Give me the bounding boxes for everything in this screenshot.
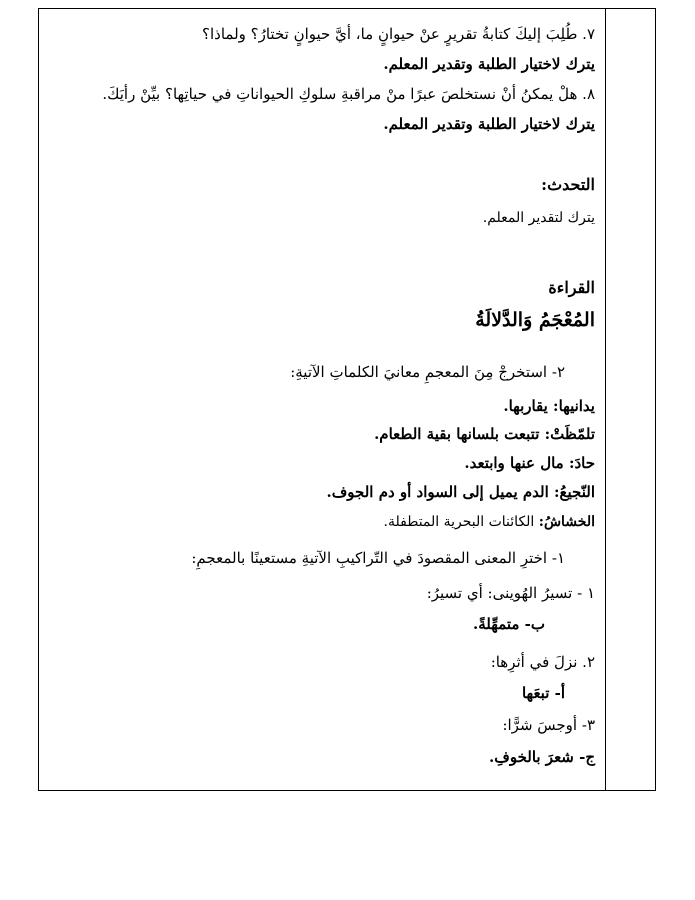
item-1-answer: ب- متمهِّلةً. <box>473 615 545 633</box>
speaking-note: يترك لتقدير المعلم. <box>482 210 595 226</box>
definition-row <box>45 452 595 474</box>
item-3-question: ٣- أوجسَ شرًّا: <box>502 716 595 734</box>
question-7: ٧. طُلِبَ إليكَ كتابةُ تقريرٍ عنْ حيوانٍ ما، أيَّ حيوانٍ تختارُ؟ ولماذا؟ <box>202 25 595 43</box>
item-2-answer: أ- تبعَها <box>521 684 565 702</box>
reading-heading: القراءة <box>548 278 595 297</box>
definition-meaning: يقاربها. <box>503 397 554 415</box>
item-3-answer: ج- شعرَ بالخوفِ. <box>489 748 595 766</box>
definition-row <box>45 423 595 445</box>
definition-term: الخشاشُ: <box>538 514 595 530</box>
exercise-1-prompt: ١- اخترِ المعنى المقصودَ في التّراكيبِ الآتيةِ مستعينًا بالمعجمِ: <box>191 549 565 567</box>
definition-row <box>45 481 595 503</box>
definition-term: يدانيها: <box>553 397 595 415</box>
lexicon-heading: المُعْجَمُ وَالدَّلالَةُ <box>475 309 595 331</box>
definition-term: حادَ: <box>568 454 595 472</box>
item-1-question: ١ - تسيرُ الهُوينى: أي تسيرُ: <box>426 584 595 602</box>
exercise-2-prompt: ٢- استخرجْ مِنَ المعجمِ معانيَ الكلماتِ الآتيةِ: <box>290 363 565 381</box>
page-table <box>38 8 656 791</box>
question-8: ٨. هلْ يمكنُ أنْ نستخلصَ عبرًا منْ مراقبةِ سلوكِ الحيواناتِ في حياتِها؟ بيِّنْ رأيَكَ. <box>102 85 595 103</box>
answer-8: يترك لاختيار الطلبة وتقدير المعلم. <box>383 115 595 133</box>
side-column <box>605 9 655 790</box>
definition-row <box>45 511 595 533</box>
definition-meaning: الدم يميل إلى السواد أو دم الجوف. <box>326 483 554 501</box>
definition-meaning: مال عنها وابتعد. <box>464 454 569 472</box>
definition-meaning: تتبعت بلسانها بقية الطعام. <box>374 425 545 443</box>
definition-row <box>45 395 595 417</box>
item-2-question: ٢. نزلَ في أثرِها: <box>490 653 595 671</box>
speaking-heading: التحدث: <box>541 175 595 194</box>
content-cell <box>39 9 605 790</box>
definition-term: تلمّظَتْ: <box>544 425 595 443</box>
definition-term: النّجيعُ: <box>554 483 595 501</box>
answer-7: يترك لاختيار الطلبة وتقدير المعلم. <box>383 55 595 73</box>
definition-meaning: الكائنات البحرية المتطفلة. <box>383 514 539 530</box>
